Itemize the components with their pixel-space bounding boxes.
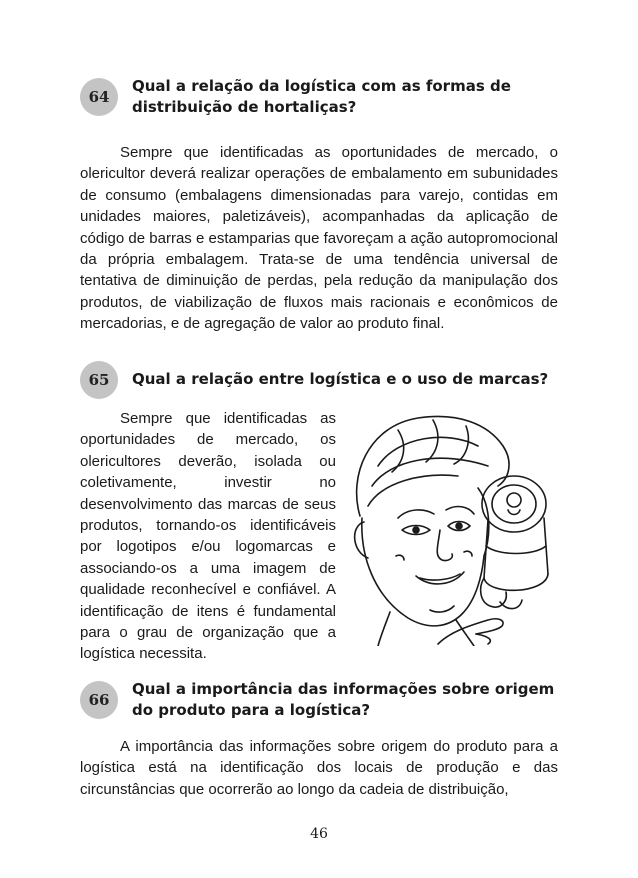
- question-number-badge: 66: [80, 681, 118, 719]
- question-heading: Qual a relação da logística com as formas de distribuição de hortaliças?: [132, 77, 511, 116]
- answer-paragraph: Sempre que identificadas as oportunidades de mercado, os olericultores deverão, isolada ou coletivamente, investir no desenvolvimento das marcas de seus produtos, tornando-os identificáveis por logotipos e/ou logomarcas e associando-os a uma imagem de qualidade reconhecível e confiável. A identificação de itens é fundamental para o grau de organização que a logística necessita.: [80, 410, 336, 663]
- page-number: 46: [310, 826, 328, 842]
- answer-paragraph: A importância das informações sobre origem do produto para a logística está na identificação dos locais de produção e das circunstâncias que ocorrerão ao longo da cadeia de distribuição,: [80, 738, 558, 798]
- question-heading: Qual a importância das informações sobre origem do produto para a logística?: [132, 680, 555, 719]
- question-heading: Qual a relação entre logística e o uso de marcas?: [132, 370, 549, 388]
- question-number-badge: 65: [80, 361, 118, 399]
- question-number-badge: 64: [80, 78, 118, 116]
- woman-with-can-illustration: [338, 406, 564, 646]
- answer-paragraph: Sempre que identificadas as oportunidades de mercado, o olericultor deverá realizar operações de embalamento em subunidades de consumo (embalagens dimensionadas para varejo, contidas em unidades maiores, paletizáveis), acompanhadas da aplicação de código de barras e estamparias que favoreçam a ação autopromocional da própria embalagem. Trata-se de uma tendência universal de tentativa de diminuição de perdas, pela redução da manipulação dos produtos, de viabilização de fluxos mais racionais e econômicos de mercadorias, e de agregação de valor ao produto final.: [80, 144, 558, 333]
